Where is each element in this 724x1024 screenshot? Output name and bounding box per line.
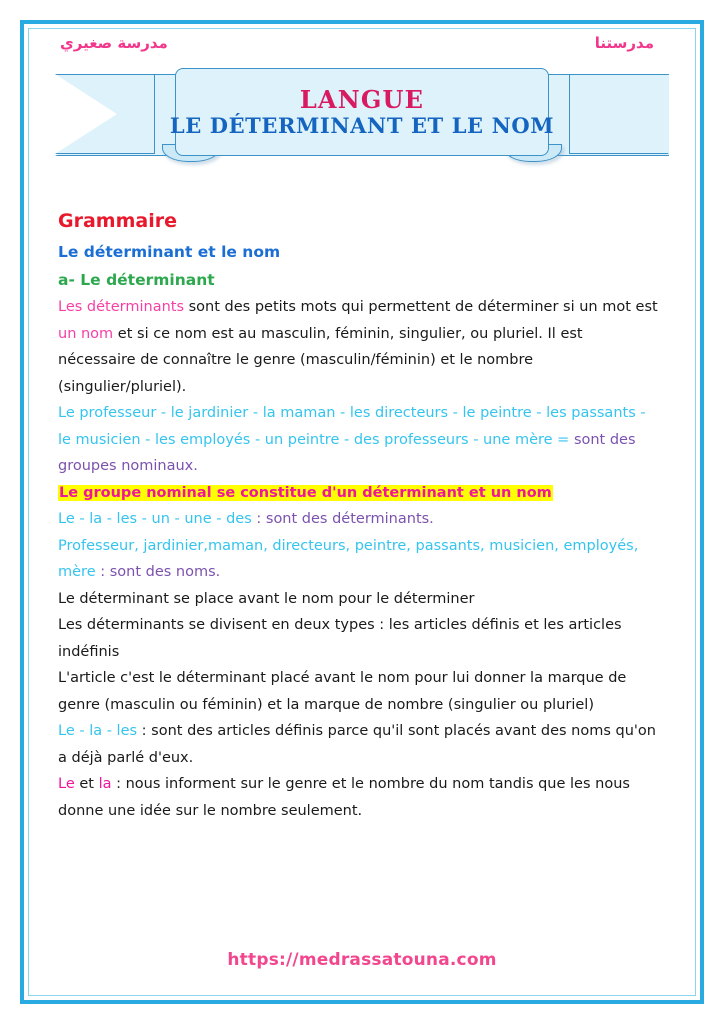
lesson-content [58, 206, 658, 824]
term-les-determinants: Les déterminants [58, 299, 185, 315]
footer-website-url[interactable]: https://medrassatouna.com [227, 950, 497, 970]
term-le: Le [58, 776, 75, 792]
heading-grammaire: Grammaire [58, 210, 177, 232]
paragraph-le-la-usage [58, 771, 658, 824]
banner-title-langue: LANGUE [299, 85, 425, 115]
list-determinants: Le - la - les - un - une - des [58, 511, 252, 527]
list-determinants-label: : sont des déterminants. [251, 511, 434, 527]
list-noms: Professeur, jardinier,maman, directeurs, peintre, passants, musicien, employés, mère [58, 537, 639, 580]
paragraph-definition [58, 294, 658, 400]
heading-section-a: a- Le déterminant [58, 271, 215, 289]
articles-definis-explanation: : sont des articles définis parce qu'il sont placés avant des noms qu'on a déjà parlé d'eux. [58, 723, 656, 766]
ribbon-notch-left [55, 74, 155, 154]
paragraph-noms-list [58, 533, 658, 586]
title-ribbon [30, 68, 694, 168]
heading-subtitle: Le déterminant et le nom [58, 243, 281, 261]
term-la: la [98, 776, 112, 792]
list-noms-label: : sont des noms. [95, 564, 221, 580]
list-articles-definis: Le - la - les [58, 723, 138, 739]
definition-text-b: et si ce nom est au masculin, féminin, singulier, ou pluriel. Il est nécessaire de connaître le genre (masculin/féminin) et le nombre (singulier/pluriel). [58, 325, 583, 395]
arabic-label-right: مدرستنا [594, 34, 654, 52]
paragraph-two-types: Les déterminants se divisent en deux types : les articles définis et les articles indéfinis [58, 617, 622, 660]
paragraph-highlighted-rule [58, 480, 658, 507]
banner-title-subject: LE DÉTERMINANT ET LE NOM [169, 112, 555, 138]
header-row [30, 34, 654, 60]
ribbon-center-panel [169, 68, 555, 156]
definition-text-a: sont des petits mots qui permettent de déterminer si un mot est [184, 299, 658, 315]
paragraph-article-definition: L'article c'est le déterminant placé avant le nom pour lui donner la marque de genre (masculin ou féminin) et la marque de nombre (singulier ou pluriel) [58, 670, 627, 713]
paragraph-groupes-nominaux [58, 400, 658, 480]
arabic-label-left: مدرسة صغيري [60, 34, 168, 52]
conjunction-et: et [74, 776, 99, 792]
highlighted-rule-text: Le groupe nominal se constitue d'un déterminant et un nom [59, 484, 552, 501]
paragraph-articles-definis [58, 718, 658, 771]
term-un-nom: un nom [58, 325, 114, 342]
examples-groupes-label: sont des groupes nominaux. [58, 431, 636, 474]
paragraph-placement-rule: Le déterminant se place avant le nom pour le déterminer [58, 590, 475, 607]
le-la-explanation: : nous informent sur le genre et le nombre du nom tandis que les nous donne une idée sur le nombre seulement. [58, 776, 630, 819]
examples-groupes-nominaux: Le professeur - le jardinier - la maman - les directeurs - le peintre - les passants - le musicien - les employés - un peintre - des professeurs - une mère = [58, 405, 646, 448]
paragraph-determinants-list [58, 506, 658, 533]
